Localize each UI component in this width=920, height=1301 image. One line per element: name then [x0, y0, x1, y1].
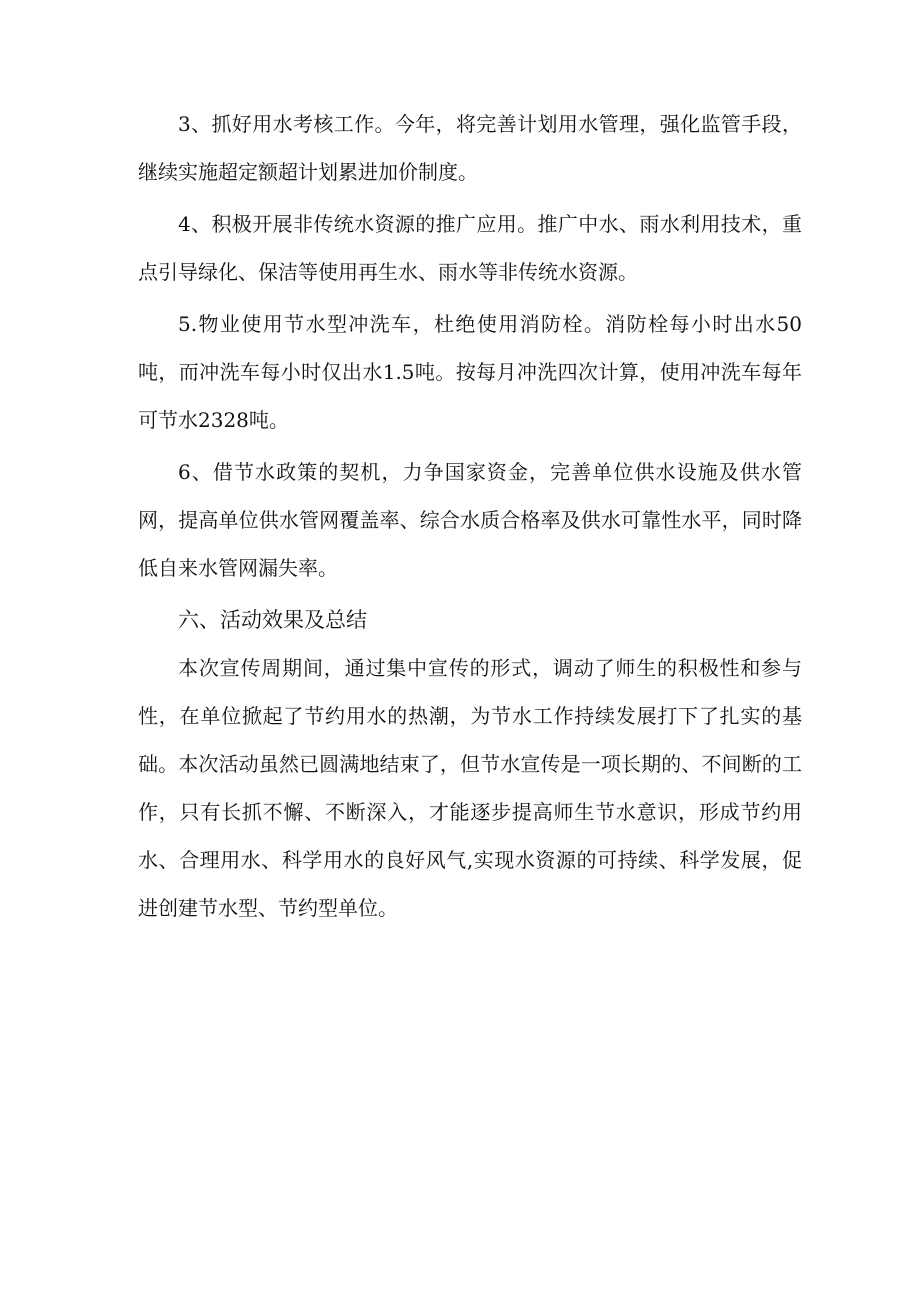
paragraph-item-6: 6、借节水政策的契机，力争国家资金，完善单位供水设施及供水管网，提高单位供水管网覆盖率、综合水质合格率及供水可靠性水平，同时降低自来水管网漏失率。 [138, 460, 802, 580]
document-body [138, 100, 802, 932]
section-heading: 六、活动效果及总结 [178, 608, 367, 632]
paragraph-item-3: 3、抓好用水考核工作。今年，将完善计划用水管理，强化监管手段，继续实施超定额超计划累进加价制度。 [138, 112, 802, 184]
paragraph-item-4: 4、积极开展非传统水资源的推广应用。推广中水、雨水利用技术，重点引导绿化、保洁等使用再生水、雨水等非传统水资源。 [138, 212, 802, 284]
paragraph-item-5: 5.物业使用节水型冲洗车，杜绝使用消防栓。消防栓每小时出水50吨，而冲洗车每小时仅出水1.5吨。按每月冲洗四次计算，使用冲洗车每年可节水2328吨。 [138, 312, 802, 432]
section-summary-paragraph: 本次宣传周期间，通过集中宣传的形式，调动了师生的积极性和参与性，在单位掀起了节约用水的热潮，为节水工作持续发展打下了扎实的基础。本次活动虽然已圆满地结束了，但节水宣传是一项长期的、不间断的工作，只有长抓不懈、不断深入，才能逐步提高师生节水意识，形成节约用水、合理用水、科学用水的良好风气,实现水资源的可持续、科学发展，促进创建节水型、节约型单位。 [138, 656, 802, 920]
